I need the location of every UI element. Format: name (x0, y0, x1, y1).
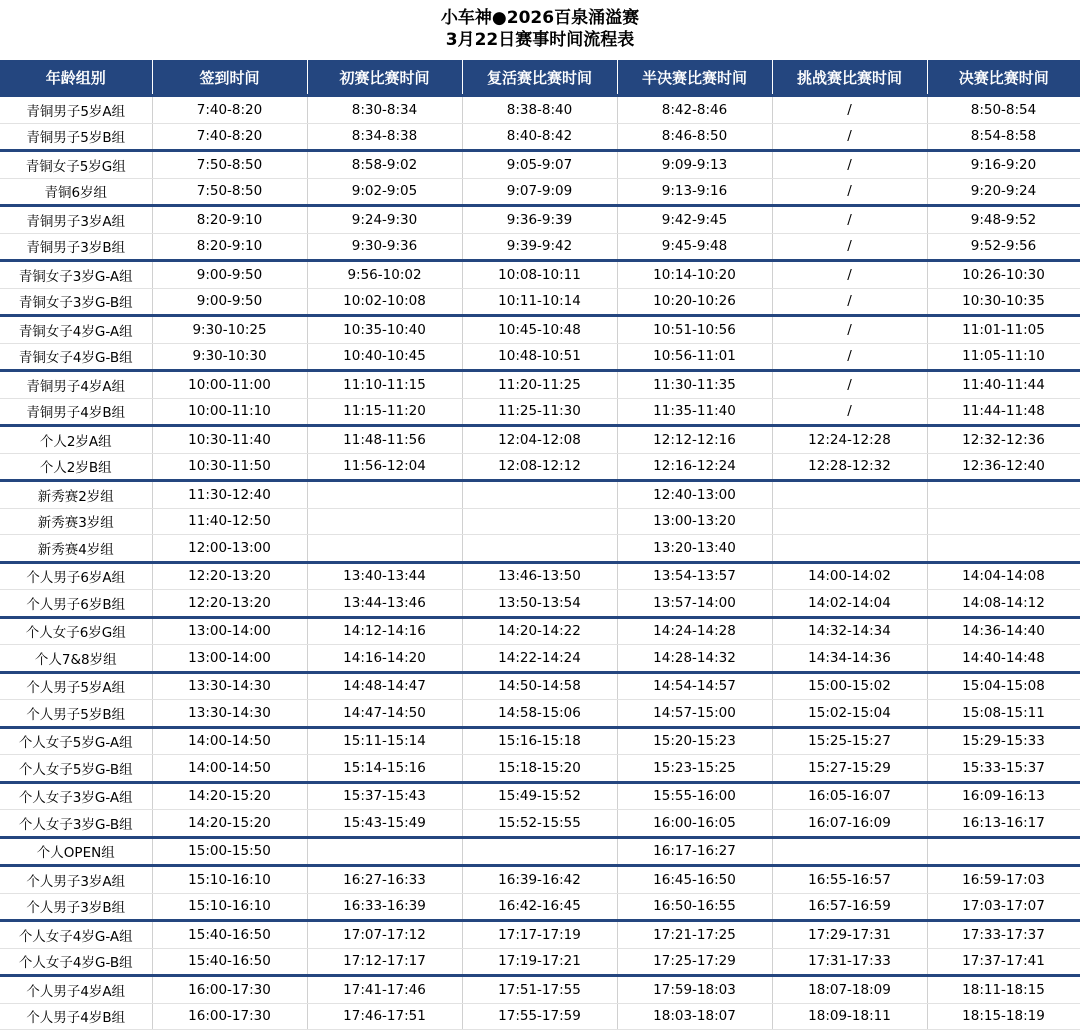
challenge-time-cell: 15:00-15:02 (772, 672, 927, 700)
preliminary-time-cell: 8:30-8:34 (307, 96, 462, 124)
semifinal-time-cell: 14:24-14:28 (617, 617, 772, 645)
age-group-cell: 个人女子6岁G组 (0, 617, 152, 645)
title-block (0, 0, 1080, 60)
preliminary-time-cell: 15:14-15:16 (307, 755, 462, 783)
age-group-cell: 青铜女子3岁G-A组 (0, 261, 152, 289)
final-time-cell: 16:59-17:03 (927, 866, 1080, 894)
checkin-time-cell: 12:20-13:20 (152, 590, 307, 618)
repechage-time-cell: 8:38-8:40 (462, 96, 617, 124)
repechage-time-cell: 14:50-14:58 (462, 672, 617, 700)
semifinal-time-cell: 11:35-11:40 (617, 398, 772, 426)
challenge-time-cell: / (772, 178, 927, 206)
final-time-cell: 12:32-12:36 (927, 426, 1080, 454)
preliminary-time-cell: 13:40-13:44 (307, 562, 462, 590)
semifinal-time-cell: 9:45-9:48 (617, 233, 772, 261)
final-time-cell: 15:33-15:37 (927, 755, 1080, 783)
repechage-time-cell: 14:20-14:22 (462, 617, 617, 645)
checkin-time-cell: 9:30-10:30 (152, 343, 307, 371)
preliminary-time-cell: 15:37-15:43 (307, 782, 462, 810)
challenge-time-cell: 14:34-14:36 (772, 645, 927, 673)
table-row (0, 206, 1080, 234)
age-group-cell: 个人男子3岁B组 (0, 893, 152, 921)
semifinal-time-cell: 15:55-16:00 (617, 782, 772, 810)
repechage-time-cell: 10:45-10:48 (462, 316, 617, 344)
preliminary-time-cell (307, 837, 462, 866)
semifinal-time-cell: 16:50-16:55 (617, 893, 772, 921)
challenge-time-cell: 16:07-16:09 (772, 810, 927, 838)
final-time-cell: 9:48-9:52 (927, 206, 1080, 234)
challenge-time-cell: / (772, 288, 927, 316)
preliminary-time-cell: 14:48-14:47 (307, 672, 462, 700)
repechage-time-cell: 10:48-10:51 (462, 343, 617, 371)
challenge-time-cell: 16:55-16:57 (772, 866, 927, 894)
checkin-time-cell: 7:50-8:50 (152, 178, 307, 206)
semifinal-time-cell: 10:51-10:56 (617, 316, 772, 344)
age-group-cell: 个人女子3岁G-A组 (0, 782, 152, 810)
challenge-time-cell: 16:57-16:59 (772, 893, 927, 921)
header-semifinal-time: 半决赛比赛时间 (617, 60, 772, 96)
preliminary-time-cell: 10:35-10:40 (307, 316, 462, 344)
age-group-cell: 个人女子3岁G-B组 (0, 810, 152, 838)
final-time-cell (927, 535, 1080, 563)
semifinal-time-cell: 14:28-14:32 (617, 645, 772, 673)
checkin-time-cell: 9:00-9:50 (152, 261, 307, 289)
final-time-cell (927, 508, 1080, 535)
challenge-time-cell: / (772, 398, 927, 426)
preliminary-time-cell: 11:10-11:15 (307, 371, 462, 399)
final-time-cell: 15:08-15:11 (927, 700, 1080, 728)
age-group-cell: 个人男子4岁B组 (0, 1003, 152, 1030)
preliminary-time-cell (307, 535, 462, 563)
final-time-cell: 10:30-10:35 (927, 288, 1080, 316)
checkin-time-cell: 14:20-15:20 (152, 782, 307, 810)
checkin-time-cell: 15:00-15:50 (152, 837, 307, 866)
challenge-time-cell: / (772, 96, 927, 124)
table-row (0, 343, 1080, 371)
page-subtitle: 3月22日赛事时间流程表 (445, 30, 635, 50)
age-group-cell: 新秀赛3岁组 (0, 508, 152, 535)
semifinal-time-cell: 15:20-15:23 (617, 727, 772, 755)
table-row (0, 645, 1080, 673)
checkin-time-cell: 13:00-14:00 (152, 645, 307, 673)
table-row (0, 398, 1080, 426)
header-checkin-time: 签到时间 (152, 60, 307, 96)
semifinal-time-cell: 11:30-11:35 (617, 371, 772, 399)
semifinal-time-cell: 10:20-10:26 (617, 288, 772, 316)
header-challenge-time: 挑战赛比赛时间 (772, 60, 927, 96)
challenge-time-cell: / (772, 371, 927, 399)
table-row (0, 371, 1080, 399)
challenge-time-cell: 17:29-17:31 (772, 921, 927, 949)
repechage-time-cell: 8:40-8:42 (462, 123, 617, 151)
preliminary-time-cell: 14:47-14:50 (307, 700, 462, 728)
repechage-time-cell: 15:18-15:20 (462, 755, 617, 783)
preliminary-time-cell: 17:41-17:46 (307, 976, 462, 1004)
final-time-cell: 14:04-14:08 (927, 562, 1080, 590)
challenge-time-cell (772, 535, 927, 563)
checkin-time-cell: 10:00-11:00 (152, 371, 307, 399)
challenge-time-cell: / (772, 343, 927, 371)
age-group-cell: 个人女子5岁G-A组 (0, 727, 152, 755)
semifinal-time-cell: 14:54-14:57 (617, 672, 772, 700)
checkin-time-cell: 8:20-9:10 (152, 206, 307, 234)
preliminary-time-cell: 11:48-11:56 (307, 426, 462, 454)
challenge-time-cell: 12:24-12:28 (772, 426, 927, 454)
final-time-cell: 8:50-8:54 (927, 96, 1080, 124)
table-row (0, 590, 1080, 618)
semifinal-time-cell: 9:13-9:16 (617, 178, 772, 206)
repechage-time-cell: 10:08-10:11 (462, 261, 617, 289)
final-time-cell: 8:54-8:58 (927, 123, 1080, 151)
age-group-cell: 青铜男子5岁A组 (0, 96, 152, 124)
header-row (0, 60, 1080, 96)
preliminary-time-cell: 10:40-10:45 (307, 343, 462, 371)
checkin-time-cell: 15:40-16:50 (152, 921, 307, 949)
preliminary-time-cell: 10:02-10:08 (307, 288, 462, 316)
repechage-time-cell: 16:42-16:45 (462, 893, 617, 921)
checkin-time-cell: 14:20-15:20 (152, 810, 307, 838)
final-time-cell: 17:33-17:37 (927, 921, 1080, 949)
repechage-time-cell: 14:58-15:06 (462, 700, 617, 728)
final-time-cell: 9:16-9:20 (927, 151, 1080, 179)
age-group-cell: 青铜女子4岁G-B组 (0, 343, 152, 371)
semifinal-time-cell: 12:12-12:16 (617, 426, 772, 454)
checkin-time-cell: 9:30-10:25 (152, 316, 307, 344)
repechage-time-cell (462, 508, 617, 535)
final-time-cell: 11:01-11:05 (927, 316, 1080, 344)
challenge-time-cell: 18:09-18:11 (772, 1003, 927, 1030)
repechage-time-cell: 11:20-11:25 (462, 371, 617, 399)
challenge-time-cell: 16:05-16:07 (772, 782, 927, 810)
preliminary-time-cell: 14:12-14:16 (307, 617, 462, 645)
table-row (0, 866, 1080, 894)
semifinal-time-cell: 8:42-8:46 (617, 96, 772, 124)
checkin-time-cell: 12:20-13:20 (152, 562, 307, 590)
semifinal-time-cell: 8:46-8:50 (617, 123, 772, 151)
semifinal-time-cell: 12:16-12:24 (617, 453, 772, 481)
header-final-time: 决赛比赛时间 (927, 60, 1080, 96)
preliminary-time-cell: 17:12-17:17 (307, 948, 462, 976)
final-time-cell: 9:20-9:24 (927, 178, 1080, 206)
checkin-time-cell: 7:40-8:20 (152, 96, 307, 124)
challenge-time-cell: 14:00-14:02 (772, 562, 927, 590)
age-group-cell: 青铜男子3岁A组 (0, 206, 152, 234)
age-group-cell: 青铜6岁组 (0, 178, 152, 206)
preliminary-time-cell: 13:44-13:46 (307, 590, 462, 618)
semifinal-time-cell: 16:17-16:27 (617, 837, 772, 866)
challenge-time-cell: 18:07-18:09 (772, 976, 927, 1004)
challenge-time-cell: 12:28-12:32 (772, 453, 927, 481)
repechage-time-cell (462, 535, 617, 563)
table-row (0, 288, 1080, 316)
checkin-time-cell: 10:30-11:40 (152, 426, 307, 454)
repechage-time-cell: 11:25-11:30 (462, 398, 617, 426)
preliminary-time-cell: 14:16-14:20 (307, 645, 462, 673)
checkin-time-cell: 13:00-14:00 (152, 617, 307, 645)
age-group-cell: 个人2岁B组 (0, 453, 152, 481)
preliminary-time-cell: 16:33-16:39 (307, 893, 462, 921)
repechage-time-cell: 12:08-12:12 (462, 453, 617, 481)
repechage-time-cell: 13:46-13:50 (462, 562, 617, 590)
age-group-cell: 青铜男子3岁B组 (0, 233, 152, 261)
checkin-time-cell: 13:30-14:30 (152, 700, 307, 728)
page-title: 小车神●2026百泉涌溢赛 (440, 8, 640, 28)
age-group-cell: 个人OPEN组 (0, 837, 152, 866)
repechage-time-cell: 12:04-12:08 (462, 426, 617, 454)
age-group-cell: 个人男子5岁B组 (0, 700, 152, 728)
final-time-cell: 9:52-9:56 (927, 233, 1080, 261)
challenge-time-cell: 17:31-17:33 (772, 948, 927, 976)
table-row (0, 755, 1080, 783)
preliminary-time-cell: 9:24-9:30 (307, 206, 462, 234)
repechage-time-cell: 9:07-9:09 (462, 178, 617, 206)
table-row (0, 810, 1080, 838)
checkin-time-cell: 14:00-14:50 (152, 727, 307, 755)
checkin-time-cell: 8:20-9:10 (152, 233, 307, 261)
repechage-time-cell: 9:36-9:39 (462, 206, 617, 234)
challenge-time-cell: 15:02-15:04 (772, 700, 927, 728)
checkin-time-cell: 16:00-17:30 (152, 1003, 307, 1030)
checkin-time-cell: 15:10-16:10 (152, 866, 307, 894)
final-time-cell: 11:05-11:10 (927, 343, 1080, 371)
final-time-cell: 11:40-11:44 (927, 371, 1080, 399)
checkin-time-cell: 13:30-14:30 (152, 672, 307, 700)
repechage-time-cell: 14:22-14:24 (462, 645, 617, 673)
final-time-cell: 16:13-16:17 (927, 810, 1080, 838)
semifinal-time-cell: 17:25-17:29 (617, 948, 772, 976)
age-group-cell: 青铜男子4岁A组 (0, 371, 152, 399)
repechage-time-cell (462, 481, 617, 509)
preliminary-time-cell: 8:58-9:02 (307, 151, 462, 179)
semifinal-time-cell: 17:21-17:25 (617, 921, 772, 949)
age-group-cell: 新秀赛4岁组 (0, 535, 152, 563)
challenge-time-cell: / (772, 316, 927, 344)
final-time-cell: 15:04-15:08 (927, 672, 1080, 700)
repechage-time-cell: 17:55-17:59 (462, 1003, 617, 1030)
header-preliminary-time: 初赛比赛时间 (307, 60, 462, 96)
age-group-cell: 个人男子3岁A组 (0, 866, 152, 894)
challenge-time-cell: 15:27-15:29 (772, 755, 927, 783)
preliminary-time-cell: 17:07-17:12 (307, 921, 462, 949)
challenge-time-cell (772, 508, 927, 535)
final-time-cell (927, 837, 1080, 866)
age-group-cell: 青铜男子4岁B组 (0, 398, 152, 426)
table-row (0, 893, 1080, 921)
challenge-time-cell: / (772, 151, 927, 179)
table-row (0, 672, 1080, 700)
table-row (0, 453, 1080, 481)
table-row (0, 921, 1080, 949)
age-group-cell: 青铜女子3岁G-B组 (0, 288, 152, 316)
repechage-time-cell: 17:51-17:55 (462, 976, 617, 1004)
final-time-cell: 14:36-14:40 (927, 617, 1080, 645)
challenge-time-cell: / (772, 261, 927, 289)
table-row (0, 151, 1080, 179)
final-time-cell: 16:09-16:13 (927, 782, 1080, 810)
final-time-cell: 17:37-17:41 (927, 948, 1080, 976)
checkin-time-cell: 10:00-11:10 (152, 398, 307, 426)
semifinal-time-cell: 10:14-10:20 (617, 261, 772, 289)
repechage-time-cell: 15:52-15:55 (462, 810, 617, 838)
repechage-time-cell: 9:05-9:07 (462, 151, 617, 179)
table-row (0, 261, 1080, 289)
preliminary-time-cell: 11:15-11:20 (307, 398, 462, 426)
challenge-time-cell: 14:32-14:34 (772, 617, 927, 645)
table-row (0, 316, 1080, 344)
final-time-cell: 12:36-12:40 (927, 453, 1080, 481)
repechage-time-cell: 17:19-17:21 (462, 948, 617, 976)
final-time-cell: 14:08-14:12 (927, 590, 1080, 618)
checkin-time-cell: 7:40-8:20 (152, 123, 307, 151)
preliminary-time-cell (307, 481, 462, 509)
age-group-cell: 个人女子4岁G-B组 (0, 948, 152, 976)
table-row (0, 481, 1080, 509)
repechage-time-cell: 15:49-15:52 (462, 782, 617, 810)
semifinal-time-cell: 14:57-15:00 (617, 700, 772, 728)
checkin-time-cell: 12:00-13:00 (152, 535, 307, 563)
header-repechage-time: 复活赛比赛时间 (462, 60, 617, 96)
semifinal-time-cell: 18:03-18:07 (617, 1003, 772, 1030)
repechage-time-cell: 9:39-9:42 (462, 233, 617, 261)
semifinal-time-cell: 16:45-16:50 (617, 866, 772, 894)
final-time-cell: 14:40-14:48 (927, 645, 1080, 673)
age-group-cell: 青铜女子5岁G组 (0, 151, 152, 179)
preliminary-time-cell: 17:46-17:51 (307, 1003, 462, 1030)
checkin-time-cell: 16:00-17:30 (152, 976, 307, 1004)
table-row (0, 508, 1080, 535)
checkin-time-cell: 7:50-8:50 (152, 151, 307, 179)
semifinal-time-cell: 15:23-15:25 (617, 755, 772, 783)
repechage-time-cell (462, 837, 617, 866)
preliminary-time-cell: 16:27-16:33 (307, 866, 462, 894)
age-group-cell: 个人男子6岁A组 (0, 562, 152, 590)
table-row (0, 426, 1080, 454)
final-time-cell: 10:26-10:30 (927, 261, 1080, 289)
checkin-time-cell: 15:40-16:50 (152, 948, 307, 976)
table-row (0, 123, 1080, 151)
final-time-cell: 17:03-17:07 (927, 893, 1080, 921)
semifinal-time-cell: 16:00-16:05 (617, 810, 772, 838)
table-body (0, 96, 1080, 1030)
challenge-time-cell: / (772, 206, 927, 234)
semifinal-time-cell: 13:00-13:20 (617, 508, 772, 535)
final-time-cell: 11:44-11:48 (927, 398, 1080, 426)
checkin-time-cell: 9:00-9:50 (152, 288, 307, 316)
checkin-time-cell: 11:40-12:50 (152, 508, 307, 535)
repechage-time-cell: 10:11-10:14 (462, 288, 617, 316)
challenge-time-cell: 14:02-14:04 (772, 590, 927, 618)
table-row (0, 178, 1080, 206)
semifinal-time-cell: 10:56-11:01 (617, 343, 772, 371)
final-time-cell: 18:11-18:15 (927, 976, 1080, 1004)
repechage-time-cell: 16:39-16:42 (462, 866, 617, 894)
checkin-time-cell: 15:10-16:10 (152, 893, 307, 921)
age-group-cell: 个人男子5岁A组 (0, 672, 152, 700)
semifinal-time-cell: 17:59-18:03 (617, 976, 772, 1004)
table-row (0, 782, 1080, 810)
semifinal-time-cell: 13:20-13:40 (617, 535, 772, 563)
age-group-cell: 个人2岁A组 (0, 426, 152, 454)
challenge-time-cell: 15:25-15:27 (772, 727, 927, 755)
repechage-time-cell: 17:17-17:19 (462, 921, 617, 949)
age-group-cell: 青铜女子4岁G-A组 (0, 316, 152, 344)
challenge-time-cell: / (772, 233, 927, 261)
semifinal-time-cell: 9:09-9:13 (617, 151, 772, 179)
preliminary-time-cell: 9:02-9:05 (307, 178, 462, 206)
table-row (0, 700, 1080, 728)
preliminary-time-cell: 8:34-8:38 (307, 123, 462, 151)
checkin-time-cell: 14:00-14:50 (152, 755, 307, 783)
age-group-cell: 个人男子6岁B组 (0, 590, 152, 618)
semifinal-time-cell: 13:54-13:57 (617, 562, 772, 590)
age-group-cell: 个人男子4岁A组 (0, 976, 152, 1004)
checkin-time-cell: 10:30-11:50 (152, 453, 307, 481)
age-group-cell: 个人女子5岁G-B组 (0, 755, 152, 783)
checkin-time-cell: 11:30-12:40 (152, 481, 307, 509)
challenge-time-cell (772, 481, 927, 509)
age-group-cell: 新秀赛2岁组 (0, 481, 152, 509)
challenge-time-cell (772, 837, 927, 866)
age-group-cell: 青铜男子5岁B组 (0, 123, 152, 151)
preliminary-time-cell: 9:30-9:36 (307, 233, 462, 261)
age-group-cell: 个人女子4岁G-A组 (0, 921, 152, 949)
challenge-time-cell: / (772, 123, 927, 151)
table-row (0, 562, 1080, 590)
semifinal-time-cell: 13:57-14:00 (617, 590, 772, 618)
table-row (0, 727, 1080, 755)
preliminary-time-cell: 9:56-10:02 (307, 261, 462, 289)
table-row (0, 948, 1080, 976)
age-group-cell: 个人7&8岁组 (0, 645, 152, 673)
final-time-cell: 15:29-15:33 (927, 727, 1080, 755)
table-row (0, 233, 1080, 261)
final-time-cell (927, 481, 1080, 509)
table-row (0, 96, 1080, 124)
semifinal-time-cell: 12:40-13:00 (617, 481, 772, 509)
schedule-table (0, 60, 1080, 1030)
preliminary-time-cell: 15:11-15:14 (307, 727, 462, 755)
preliminary-time-cell: 11:56-12:04 (307, 453, 462, 481)
repechage-time-cell: 15:16-15:18 (462, 727, 617, 755)
semifinal-time-cell: 9:42-9:45 (617, 206, 772, 234)
table-row (0, 837, 1080, 866)
table-row (0, 617, 1080, 645)
final-time-cell: 18:15-18:19 (927, 1003, 1080, 1030)
table-row (0, 976, 1080, 1004)
repechage-time-cell: 13:50-13:54 (462, 590, 617, 618)
preliminary-time-cell: 15:43-15:49 (307, 810, 462, 838)
preliminary-time-cell (307, 508, 462, 535)
table-row (0, 535, 1080, 563)
header-age-group: 年龄组别 (0, 60, 152, 96)
